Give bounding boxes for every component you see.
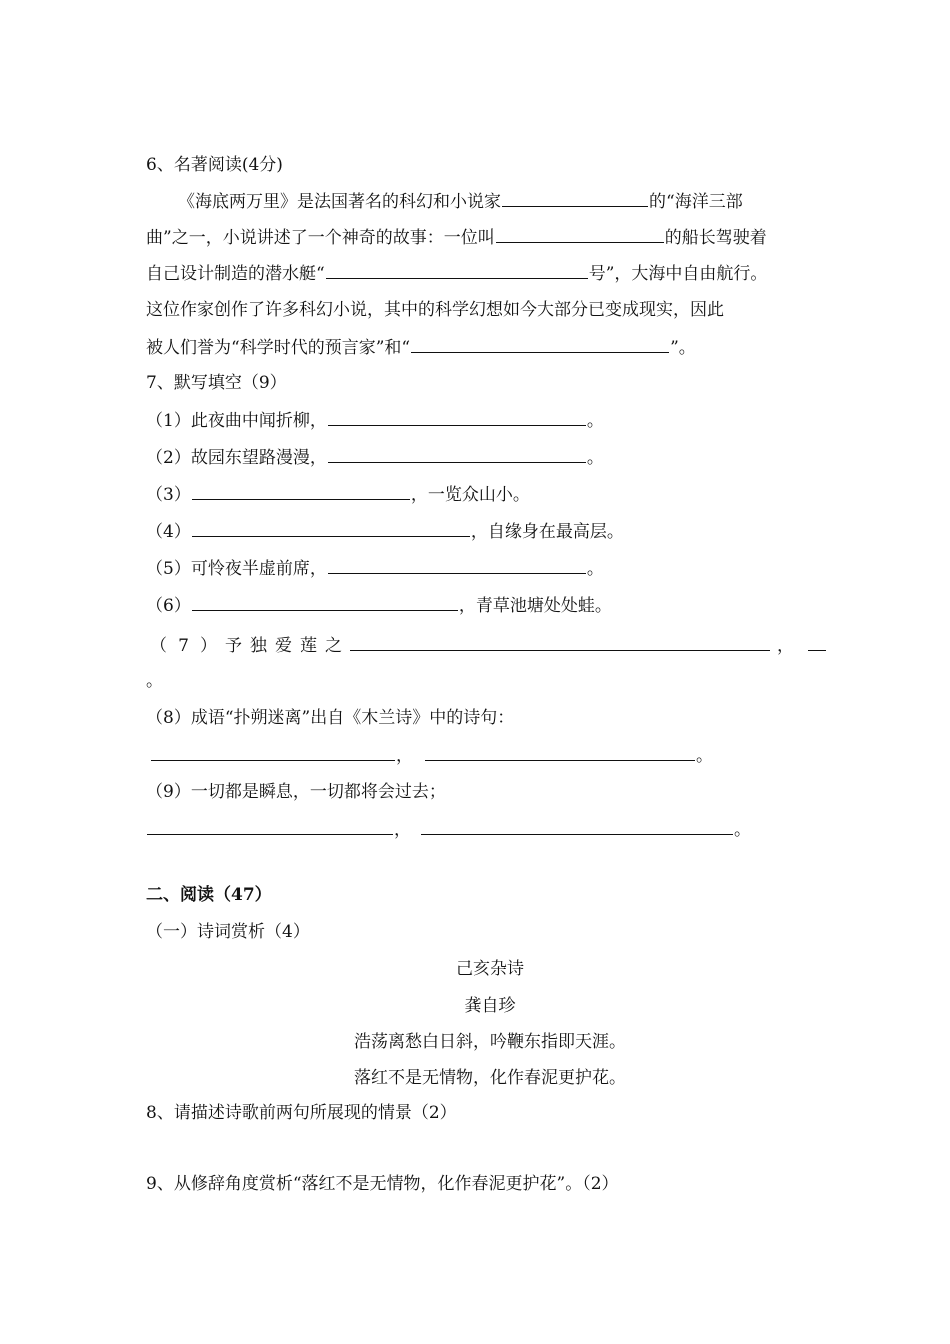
q7-blank-6[interactable] xyxy=(192,590,458,611)
q7-blank-4[interactable] xyxy=(192,516,470,537)
q7-item-7-end: 。 xyxy=(146,671,163,691)
q7-blank-3[interactable] xyxy=(192,479,410,500)
q7-blank-9a[interactable] xyxy=(147,814,393,835)
poem-title: 己亥杂诗 xyxy=(456,959,524,979)
section2-title: 二、阅读（47） xyxy=(146,885,272,905)
q7-item-8: （8）成语“扑朔迷离”出自《木兰诗》中的诗句： xyxy=(146,708,515,728)
q6-para-line3: 自己设计制造的潜水艇“ 号”，大海中自由航行。 xyxy=(146,258,767,288)
q7-blank-7b[interactable] xyxy=(808,630,826,651)
q7-item-7-char: （ xyxy=(150,636,167,656)
q7-item-7-char: 莲 xyxy=(300,636,317,656)
poem-author: 龚自珍 xyxy=(464,996,516,1016)
q7-item-7-char: 予 xyxy=(225,636,242,656)
q6-para-line4: 这位作家创作了许多科幻小说，其中的科学幻想如今大部分已变成现实，因此 xyxy=(146,300,724,320)
q7-blank-7a[interactable] xyxy=(350,630,770,651)
q7-item-9-answer: ， 。 xyxy=(146,814,751,844)
q7-blank-8a[interactable] xyxy=(151,740,395,761)
q7-item-1: （1）此夜曲中闻折柳， 。 xyxy=(146,405,604,435)
q7-item-7-char: 爱 xyxy=(275,636,292,656)
q7-item-7-char: 独 xyxy=(250,636,267,656)
q6-para-line5: 被人们誉为“科学时代的预言家”和“ ”。 xyxy=(146,332,696,362)
q7-item-7-comma: ， xyxy=(777,636,794,656)
q7-item-6: （6） ，青草池塘处处蛙。 xyxy=(146,590,612,620)
q7-item-2: （2）故园东望路漫漫， 。 xyxy=(146,442,604,472)
q7-item-9: （9）一切都是瞬息，一切都将会过去； xyxy=(146,782,446,802)
q7-item-7 xyxy=(146,630,827,660)
q9: 9、从修辞角度赏析“落红不是无情物，化作春泥更护花”。（2） xyxy=(146,1174,619,1194)
submarine-blank[interactable] xyxy=(326,258,588,279)
q6-para-line2: 曲”之一，小说讲述了一个神奇的故事：一位叫 的船长驾驶着 xyxy=(146,222,767,252)
q7-blank-1[interactable] xyxy=(328,405,586,426)
author-blank[interactable] xyxy=(502,186,648,207)
q7-item-5: （5）可怜夜半虚前席， 。 xyxy=(146,553,604,583)
q6-title: 6、名著阅读(4分) xyxy=(146,155,283,175)
q7-item-8-answer: ， 。 xyxy=(150,740,713,770)
q7-item-4: （4） ，自缘身在最高层。 xyxy=(146,516,624,546)
q7-title: 7、默写填空（9） xyxy=(146,373,287,393)
poem-line-2: 落红不是无情物，化作春泥更护花。 xyxy=(354,1068,626,1088)
q8: 8、请描述诗歌前两句所展现的情景（2） xyxy=(146,1103,457,1123)
section2-sub1: （一）诗词赏析（4） xyxy=(146,922,310,942)
q7-item-3: （3） ，一览众山小。 xyxy=(146,479,530,509)
poem-line-1: 浩荡离愁白日斜，吟鞭东指即天涯。 xyxy=(354,1032,626,1052)
captain-blank[interactable] xyxy=(496,222,664,243)
q7-item-7-char: 7 xyxy=(178,636,189,656)
q7-blank-9b[interactable] xyxy=(421,814,733,835)
q7-item-7-char: 之 xyxy=(325,636,342,656)
q7-blank-5[interactable] xyxy=(328,553,586,574)
q7-item-7-char: ） xyxy=(200,636,217,656)
title-blank[interactable] xyxy=(411,332,669,353)
q6-para-line1: 《海底两万里》是法国著名的科幻和小说家 的“海洋三部 xyxy=(178,186,743,216)
q7-blank-2[interactable] xyxy=(328,442,586,463)
q7-blank-8b[interactable] xyxy=(425,740,695,761)
